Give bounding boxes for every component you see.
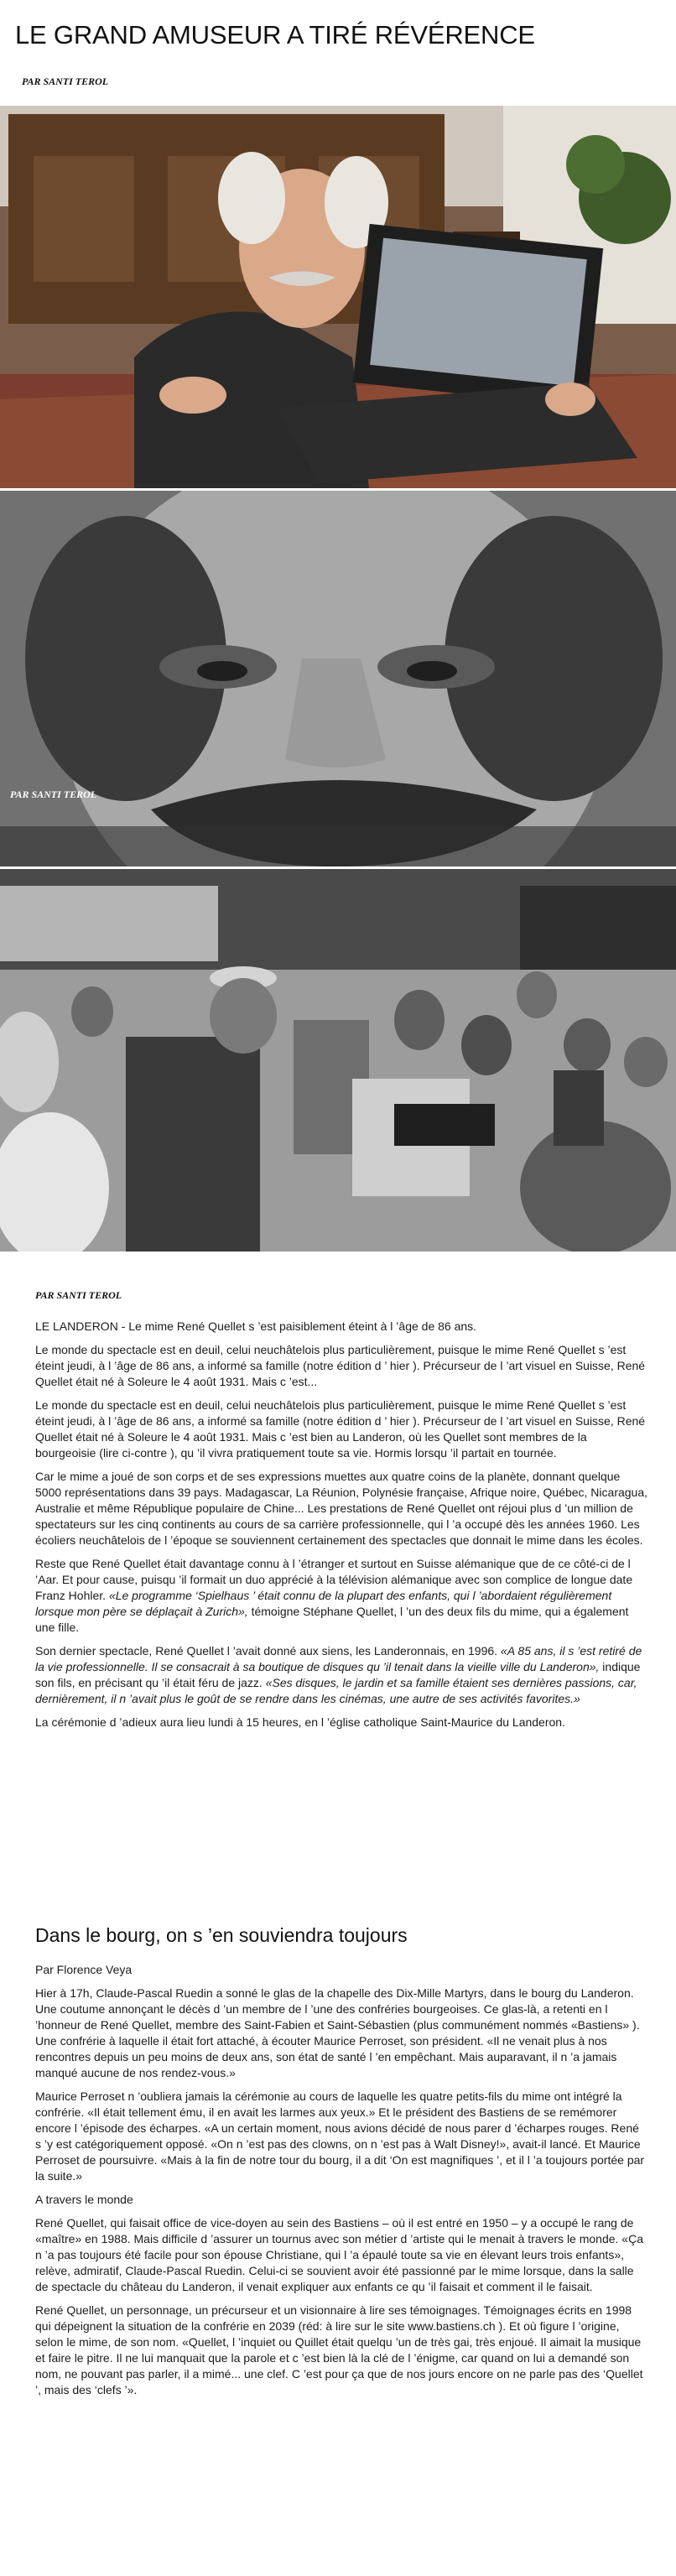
section-author: Par Florence Veya	[35, 1963, 133, 1976]
article-paragraph	[35, 1643, 647, 1707]
section-paragraph: Hier à 17h, Claude-Pascal Ruedin a sonné le glas de la chapelle des Dix-Mille Martyrs, dans le bourg du Landeron. Une coutume annonçant le décès d ’un membre de l ’une des confréries bourgeoises. Ce glas-là, a retenti en l ’honneur de René Quellet, membre des Saint-Fabien et Saint-Sébastien (plus communément nommés «Bastiens» ). Une confrérie à laquelle il était fort attaché, à écouter Maurice Perroset, son président. «Il ne venait plus à nos rencontres depuis un peu moins de deux ans, son état de santé l ’en empêchant. Mais auparavant, il n ’a jamais manqué aucune de nos rendez-vous.»	[35, 1986, 640, 2079]
paragraph-text: témoigne Stéphane Quellet, l ’un des deux fils du mime, qui a également une fille.	[35, 1605, 629, 1634]
quote-text: «A 85 ans, il s ’est retiré de la vie professionnelle. Il se consacrait à sa boutique de disques qu ’il tenait dans la vieille ville du Landeron»,	[35, 1644, 642, 1673]
paragraph-text: indique son fils, en précisant qu ’il était féru de jazz.	[35, 1660, 641, 1689]
paragraph-text: Reste que René Quellet était davantage connu à l ’étranger et surtout en Suisse alémanique que de ce côté-ci de l ’Aar. Et pour cause, puisqu ’il formait un duo apprécié à la télévision alémanique avec son complice de longue date Franz Hohler.	[35, 1557, 633, 1602]
byline: PAR SANTI TEROL	[22, 75, 109, 87]
page-title: LE GRAND AMUSEUR A TIRÉ RÉVÉRENCE	[15, 20, 535, 49]
quote-text: «Le programme ‘Spielhaus ’ était connu de la plupart des enfants, qui l ’abordaient régulièrement lorsque mon père se déplaçait à Zurich»,	[35, 1589, 612, 1618]
section-heading: Dans le bourg, on s ’en souviendra toujours	[35, 1924, 408, 1946]
article-body	[35, 1288, 647, 1738]
photo-mime-with-children	[0, 869, 676, 1252]
article-lead: LE LANDERON - Le mime René Quellet s ’est paisiblement éteint à l ’âge de 86 ans.	[35, 1319, 477, 1333]
article-byline: PAR SANTI TEROL	[35, 1289, 122, 1301]
section-subheading: A travers le monde	[35, 2193, 133, 2206]
article-paragraph: Le monde du spectacle est en deuil, celui neuchâtelois plus particulièrement, puisque le mime René Quellet s ’est éteint jeudi, à l ’âge de 86 ans, a informé sa famille (notre édition d ’ hier ). Précurseur de l ’art visuel en Suisse, René Quellet était né à Soleure le 4 août 1931. Mais c ’est...	[35, 1343, 646, 1388]
section-paragraph: Maurice Perroset n ’oubliera jamais la cérémonie au cours de laquelle les quatre petits-fils du mime ont intégré la confrérie. «Il était tellement ému, il en avait les larmes aux yeux.» Et le président des Bastiens de se remémorer encore l ’épisode des écharpes. «A un certain moment, nous avions décidé de nous parer d ’écharpes rouges. René s ’y est catégoriquement opposé. «On n ’est pas des clowns, on n ’est pas à Walt Disney!», avait-il lancé. Et Maurice Perroset de poursuivre. «Mais à la fin de notre tour du bourg, il a dit ‘On est magnifiques ’, et il l ’a toujours portée par la suite.»	[35, 2089, 645, 2183]
section-paragraph: René Quellet, un personnage, un précurseur et un visionnaire à lire ses témoignages. Témoignages écrits en 1998 qui dépeignent la situation de la confrérie en 2039 (réd: à lire sur le site www.bastiens.ch ). Et où figure l ’origine, selon le mime, de son nom. «Quellet, l ’inquiet ou Quillet était quelqu ’un de très gai, très enjoué. Il aimait la musique et faire le pitre. Il ne lui manquait que la parole et c ’est bien là la clé de l ’énigme, car quand on lui a demandé son nom, ne pouvant pas parler, il a mimé... une clef. C ’est pour ça que de nos jours encore on ne parle pas des ‘Quellet ’, mais des ‘clefs ’».	[35, 2303, 643, 2396]
article-paragraph	[35, 1556, 647, 1636]
paragraph-text: Son dernier spectacle, René Quellet l ’avait donné aux siens, les Landeronnais, en 1996.	[35, 1644, 501, 1657]
quote-text: «Ses disques, le jardin et sa famille étaient ses dernières passions, car, dernièrement, il n ’avait plus le goût de se rendre dans les cinémas, une autre de ses activités favorites.»	[35, 1676, 637, 1705]
article-paragraph: La cérémonie d ’adieux aura lieu lundi à 15 heures, en l ’église catholique Saint-Maurice du Landeron.	[35, 1715, 565, 1729]
section-paragraph: René Quellet, qui faisait office de vice-doyen au sein des Bastiens – où il est entré en 1950 – y a occupé le rang de «maître» en 1988. Mais difficile d ’assurer un tournus avec son métier d ’artiste qui le menait à travers le monde. «Ça n ’a pas toujours été facile pour son épouse Christiane, qui l ’a épaulé toute sa vie en élevant leurs trois enfants», relève, admiratif, Claude-Pascal Ruedin. Celui-ci se souvient avoir été passionné par le mime lorsque, dans la salle de spectacle du château du Landeron, il venait expliquer aux enfants ce qu ’il faisait et comment il le faisait.	[35, 2216, 643, 2293]
article-paragraph: Le monde du spectacle est en deuil, celui neuchâtelois plus particulièrement, puisque le mime René Quellet s ’est éteint jeudi, à l ’âge de 86 ans, a informé sa famille (notre édition d ’ hier ). Précurseur de l ’art visuel en Suisse, René Quellet était né à Soleure le 4 août 1931. Mais c ’est bien au Landeron, où les Quellet sont membres de la bourgeoisie (lire ci-contre ), qu ’il vivra pratiquement toute sa vie. Hormis lorsqu ’il partait en tournée.	[35, 1398, 646, 1460]
photo-mime-portrait	[0, 491, 676, 866]
sidebar-story	[35, 1924, 647, 2406]
photo-caption: PAR SANTI TEROL	[10, 788, 97, 800]
photo-mime-with-laptop	[0, 106, 676, 488]
article-paragraph: Car le mime a joué de son corps et de ses expressions muettes aux quatre coins de la planète, donnant quelque 5000 représentations dans 39 pays. Madagascar, La Réunion, Polynésie française, Afrique noire, Québec, Nicaragua, Australie et même République populaire de Chine... Les prestations de René Quellet ont réjoui plus d ’un million de spectateurs sur les cinq continents au cours de sa carrière professionnelle, qui l ’a occupé dès les années 1960. Les écoliers neuchâtelois de l ’époque se souviennent certainement des spectacles que donnait le mime dans les écoles.	[35, 1470, 648, 1547]
